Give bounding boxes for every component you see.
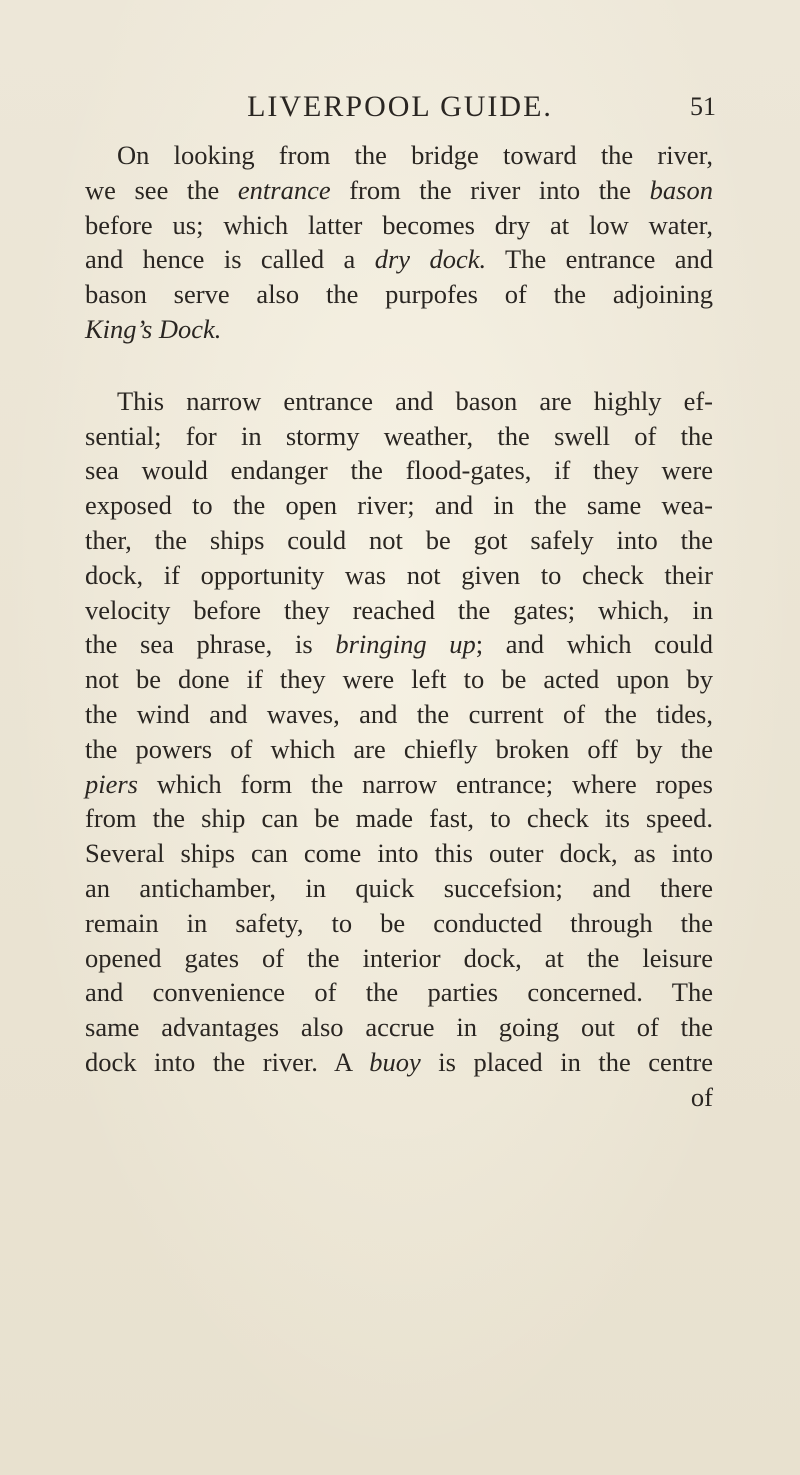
text-line [85, 906, 713, 941]
catchword: of [690, 1081, 713, 1112]
text-run: On looking from the bridge toward the river, [117, 140, 713, 170]
text-run: ; and which could [475, 629, 713, 660]
text-line [85, 312, 713, 347]
page-title: LIVERPOOL GUIDE. [247, 90, 553, 123]
text-line [85, 593, 713, 628]
text-run: same advantages also accrue in going out of the [85, 1012, 713, 1043]
text-line [85, 138, 713, 173]
text-line [85, 453, 713, 488]
text-run: and hence is called a [85, 244, 375, 275]
text-run: This narrow entrance and bason are highly ef- [117, 385, 713, 416]
text-line [85, 767, 713, 802]
text-run: the sea phrase, is [85, 629, 336, 660]
paragraph-1 [85, 138, 713, 347]
italic-run: bason [649, 174, 713, 205]
italic-run: dry dock. [374, 244, 487, 275]
text-line [85, 173, 713, 208]
text-run: an antichamber, in quick succefsion; and there [85, 872, 713, 903]
text-line [85, 871, 713, 906]
text-line [85, 208, 713, 243]
text-line [85, 419, 713, 454]
text-run: dock into the river. A [85, 1046, 370, 1077]
page-number: 51 [690, 92, 716, 121]
text-run: remain in safety, to be conducted through the [85, 907, 713, 938]
text-line [85, 242, 713, 277]
text-run: bason serve also the purpofes of the adjoining [85, 279, 713, 310]
text-run: velocity before they reached the gates; which, in [85, 594, 713, 625]
text-line [85, 277, 713, 312]
text-line [85, 941, 713, 976]
text-line [85, 1010, 713, 1045]
text-run: the powers of which are chiefly broken off by the [85, 733, 713, 764]
text-run: The entrance and [486, 244, 713, 275]
text-run: and convenience of the parties concerned. The [85, 977, 713, 1008]
text-line [85, 384, 713, 419]
text-line [85, 732, 713, 767]
text-run: the wind and waves, and the current of the tides, [85, 698, 713, 729]
text-line [85, 523, 713, 558]
italic-run: buoy [369, 1046, 421, 1077]
text-run: exposed to the open river; and in the same wea- [85, 490, 713, 521]
text-run: sential; for in stormy weather, the swell of the [85, 420, 713, 451]
italic-run: piers [85, 768, 138, 799]
body-text [85, 138, 713, 1115]
paragraph-2 [85, 384, 713, 1080]
text-run: not be done if they were left to be acted upon by [85, 664, 713, 695]
text-run: from the ship can be made fast, to check its speed. [85, 803, 713, 834]
text-line [85, 558, 713, 593]
text-line [85, 662, 713, 697]
text-run: before us; which latter becomes dry at low water, [85, 209, 713, 240]
text-line [85, 627, 713, 662]
italic-run: entrance [237, 174, 331, 205]
running-head [0, 90, 800, 130]
text-line [85, 975, 713, 1010]
text-run: is placed in the centre [420, 1046, 713, 1077]
text-run: dock, if opportunity was not given to check their [85, 559, 713, 590]
italic-run: King’s Dock. [85, 313, 222, 344]
italic-run: bringing up [335, 629, 476, 660]
text-run: we see the [85, 174, 238, 205]
text-run: from the river into the [330, 174, 650, 205]
text-line [85, 697, 713, 732]
text-line [85, 1045, 713, 1080]
paragraph-gap [85, 347, 713, 384]
text-line [85, 488, 713, 523]
text-line [85, 836, 713, 871]
text-line [85, 801, 713, 836]
text-run: opened gates of the interior dock, at the leisure [85, 942, 713, 973]
text-run: which form the narrow entrance; where ropes [138, 768, 713, 799]
text-run: ther, the ships could not be got safely into the [85, 524, 713, 555]
text-run: Several ships can come into this outer dock, as into [85, 838, 713, 869]
text-run: sea would endanger the flood-gates, if they were [85, 455, 713, 486]
